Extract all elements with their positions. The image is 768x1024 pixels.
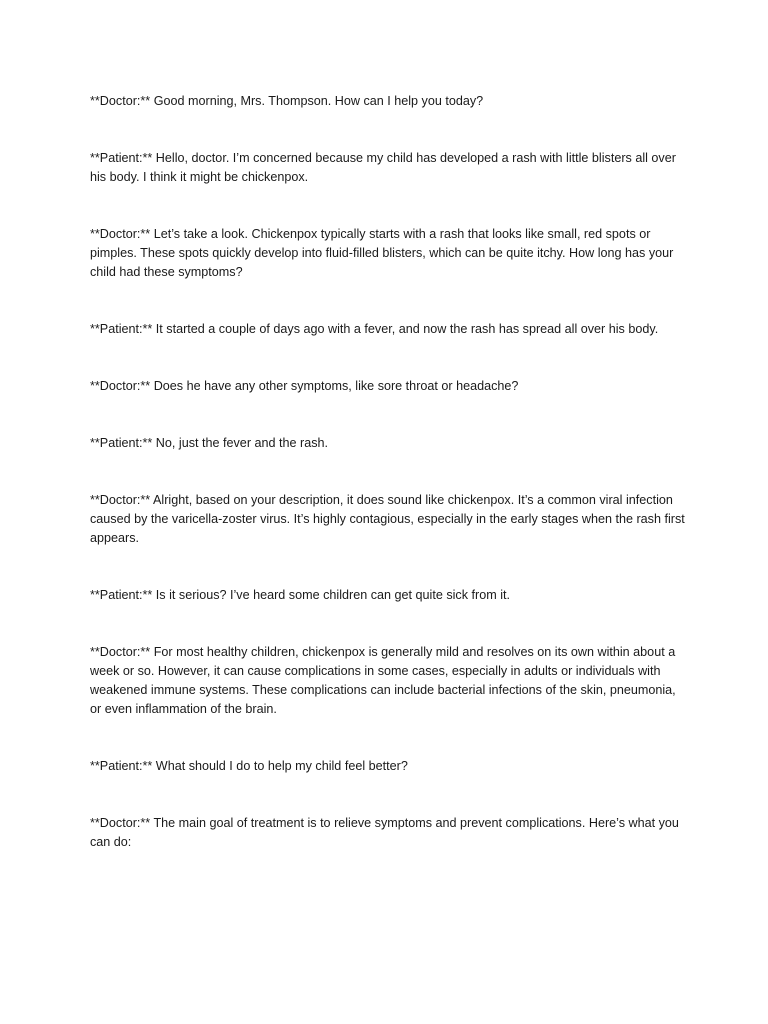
paragraph-doctor-diagnosis: **Doctor:** Alright, based on your description, it does sound like chickenpox. It’s a common viral infection caused by the varicella-zoster virus. It’s highly contagious, especially in the early stages when the rash first appears. — [90, 493, 685, 545]
paragraph-patient-onset: **Patient:** It started a couple of days ago with a fever, and now the rash has spread all over his body. — [90, 322, 659, 336]
paragraph-patient-severity: **Patient:** Is it serious? I’ve heard some children can get quite sick from it. — [90, 588, 510, 602]
paragraph-doctor-other-symptoms: **Doctor:** Does he have any other symptoms, like sore throat or headache? — [90, 379, 519, 393]
paragraph-patient-reply: **Patient:** No, just the fever and the rash. — [90, 436, 329, 450]
paragraph-doctor-complications: **Doctor:** For most healthy children, chickenpox is generally mild and resolves on its own within about a week or so. However, it can cause complications in some cases, especially in adults or individuals with weakened immune systems. These complications can include bacterial infections of the skin, pneumonia, or even inflammation of the brain. — [90, 645, 676, 716]
paragraph-doctor-examination: **Doctor:** Let’s take a look. Chickenpox typically starts with a rash that looks like small, red spots or pimples. These spots quickly develop into fluid-filled blisters, which can be quite itchy. How long has your child had these symptoms? — [90, 227, 674, 279]
paragraph-patient-question: **Patient:** What should I do to help my child feel better? — [90, 759, 408, 773]
paragraph-doctor-treatment: **Doctor:** The main goal of treatment is to relieve symptoms and prevent complications. Here’s what you can do: — [90, 816, 679, 849]
paragraph-doctor-greeting: **Doctor:** Good morning, Mrs. Thompson. How can I help you today? — [90, 94, 484, 108]
paragraph-patient-concern: **Patient:** Hello, doctor. I’m concerned because my child has developed a rash with little blisters all over his body. I think it might be chickenpox. — [90, 151, 676, 184]
document-body — [90, 92, 690, 890]
